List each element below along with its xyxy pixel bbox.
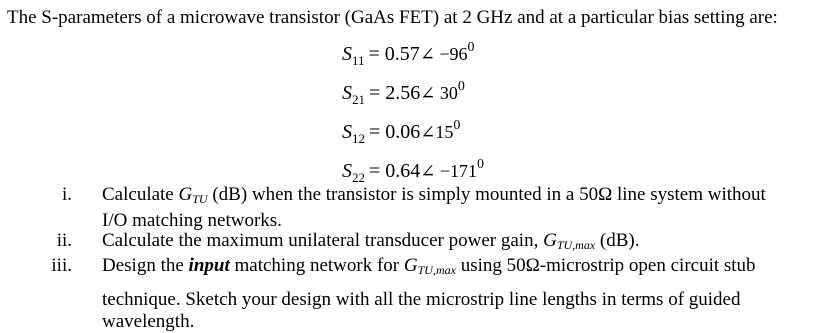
degree-mark: 0 — [477, 157, 485, 172]
s-subscript: 22 — [352, 170, 365, 185]
s-magnitude: = 0.57 — [368, 43, 420, 65]
s-magnitude: = 2.56 — [369, 82, 421, 104]
item-line — [102, 255, 822, 281]
gain-symbol — [404, 255, 456, 276]
equation-s21 — [342, 75, 465, 112]
emphasized-word: input — [188, 255, 230, 276]
degree-mark: 0 — [453, 118, 461, 133]
item-line: I/O matching networks. — [102, 210, 282, 231]
gain-subscript: TU — [192, 192, 208, 206]
item-number: iii. — [51, 255, 72, 276]
equation-s11 — [342, 36, 475, 73]
degree-mark: 0 — [457, 79, 465, 94]
item-line — [102, 184, 822, 210]
item-number: i. — [61, 184, 72, 205]
s-symbol: S — [342, 160, 352, 182]
gain-symbol — [543, 230, 595, 251]
s-magnitude: = 0.06 — [369, 121, 421, 143]
item-body — [102, 255, 822, 333]
item-line — [102, 230, 822, 256]
item-body — [102, 230, 822, 256]
item-text: Design the — [102, 255, 189, 276]
gain-subscript: TU,max — [417, 263, 456, 277]
item-line: technique. Sketch your design with all the microstrip line lengths in terms of guided — [102, 289, 741, 310]
s-angle: ∠15 — [420, 122, 454, 142]
gain-letter: G — [403, 255, 418, 276]
s-magnitude: = 0.64 — [369, 160, 421, 182]
item-text: Calculate the maximum unilateral transducer power gain, — [102, 230, 544, 251]
s-angle: ∠ −96 — [419, 44, 468, 64]
item-number: ii. — [56, 230, 72, 251]
s-subscript: 11 — [352, 53, 365, 68]
s-angle: ∠ 30 — [420, 83, 458, 103]
s-symbol: S — [342, 43, 352, 65]
item-text: (dB). — [595, 230, 640, 251]
s-symbol: S — [342, 82, 352, 104]
item-body — [102, 184, 822, 232]
degree-mark: 0 — [467, 40, 475, 55]
gain-letter: G — [178, 184, 193, 205]
item-text: (dB) when the transistor is simply mounted in a 50Ω line system without — [207, 184, 766, 205]
gain-symbol — [179, 184, 208, 205]
gain-letter: G — [543, 230, 557, 251]
s-angle: ∠ −171 — [420, 161, 478, 181]
s-symbol: S — [342, 121, 352, 143]
item-line: wavelength. — [102, 311, 195, 332]
problem-intro: The S-parameters of a microwave transistor (GaAs FET) at 2 GHz and at a particular bias setting are: — [7, 7, 778, 28]
item-text: using 50Ω-microstrip open circuit stub — [455, 255, 756, 276]
equation-s12 — [342, 114, 460, 151]
s-subscript: 12 — [352, 131, 365, 146]
s-subscript: 21 — [352, 92, 365, 107]
gain-subscript: TU,max — [556, 238, 596, 252]
item-text: Calculate — [102, 184, 179, 205]
item-text: matching network for — [229, 255, 404, 276]
